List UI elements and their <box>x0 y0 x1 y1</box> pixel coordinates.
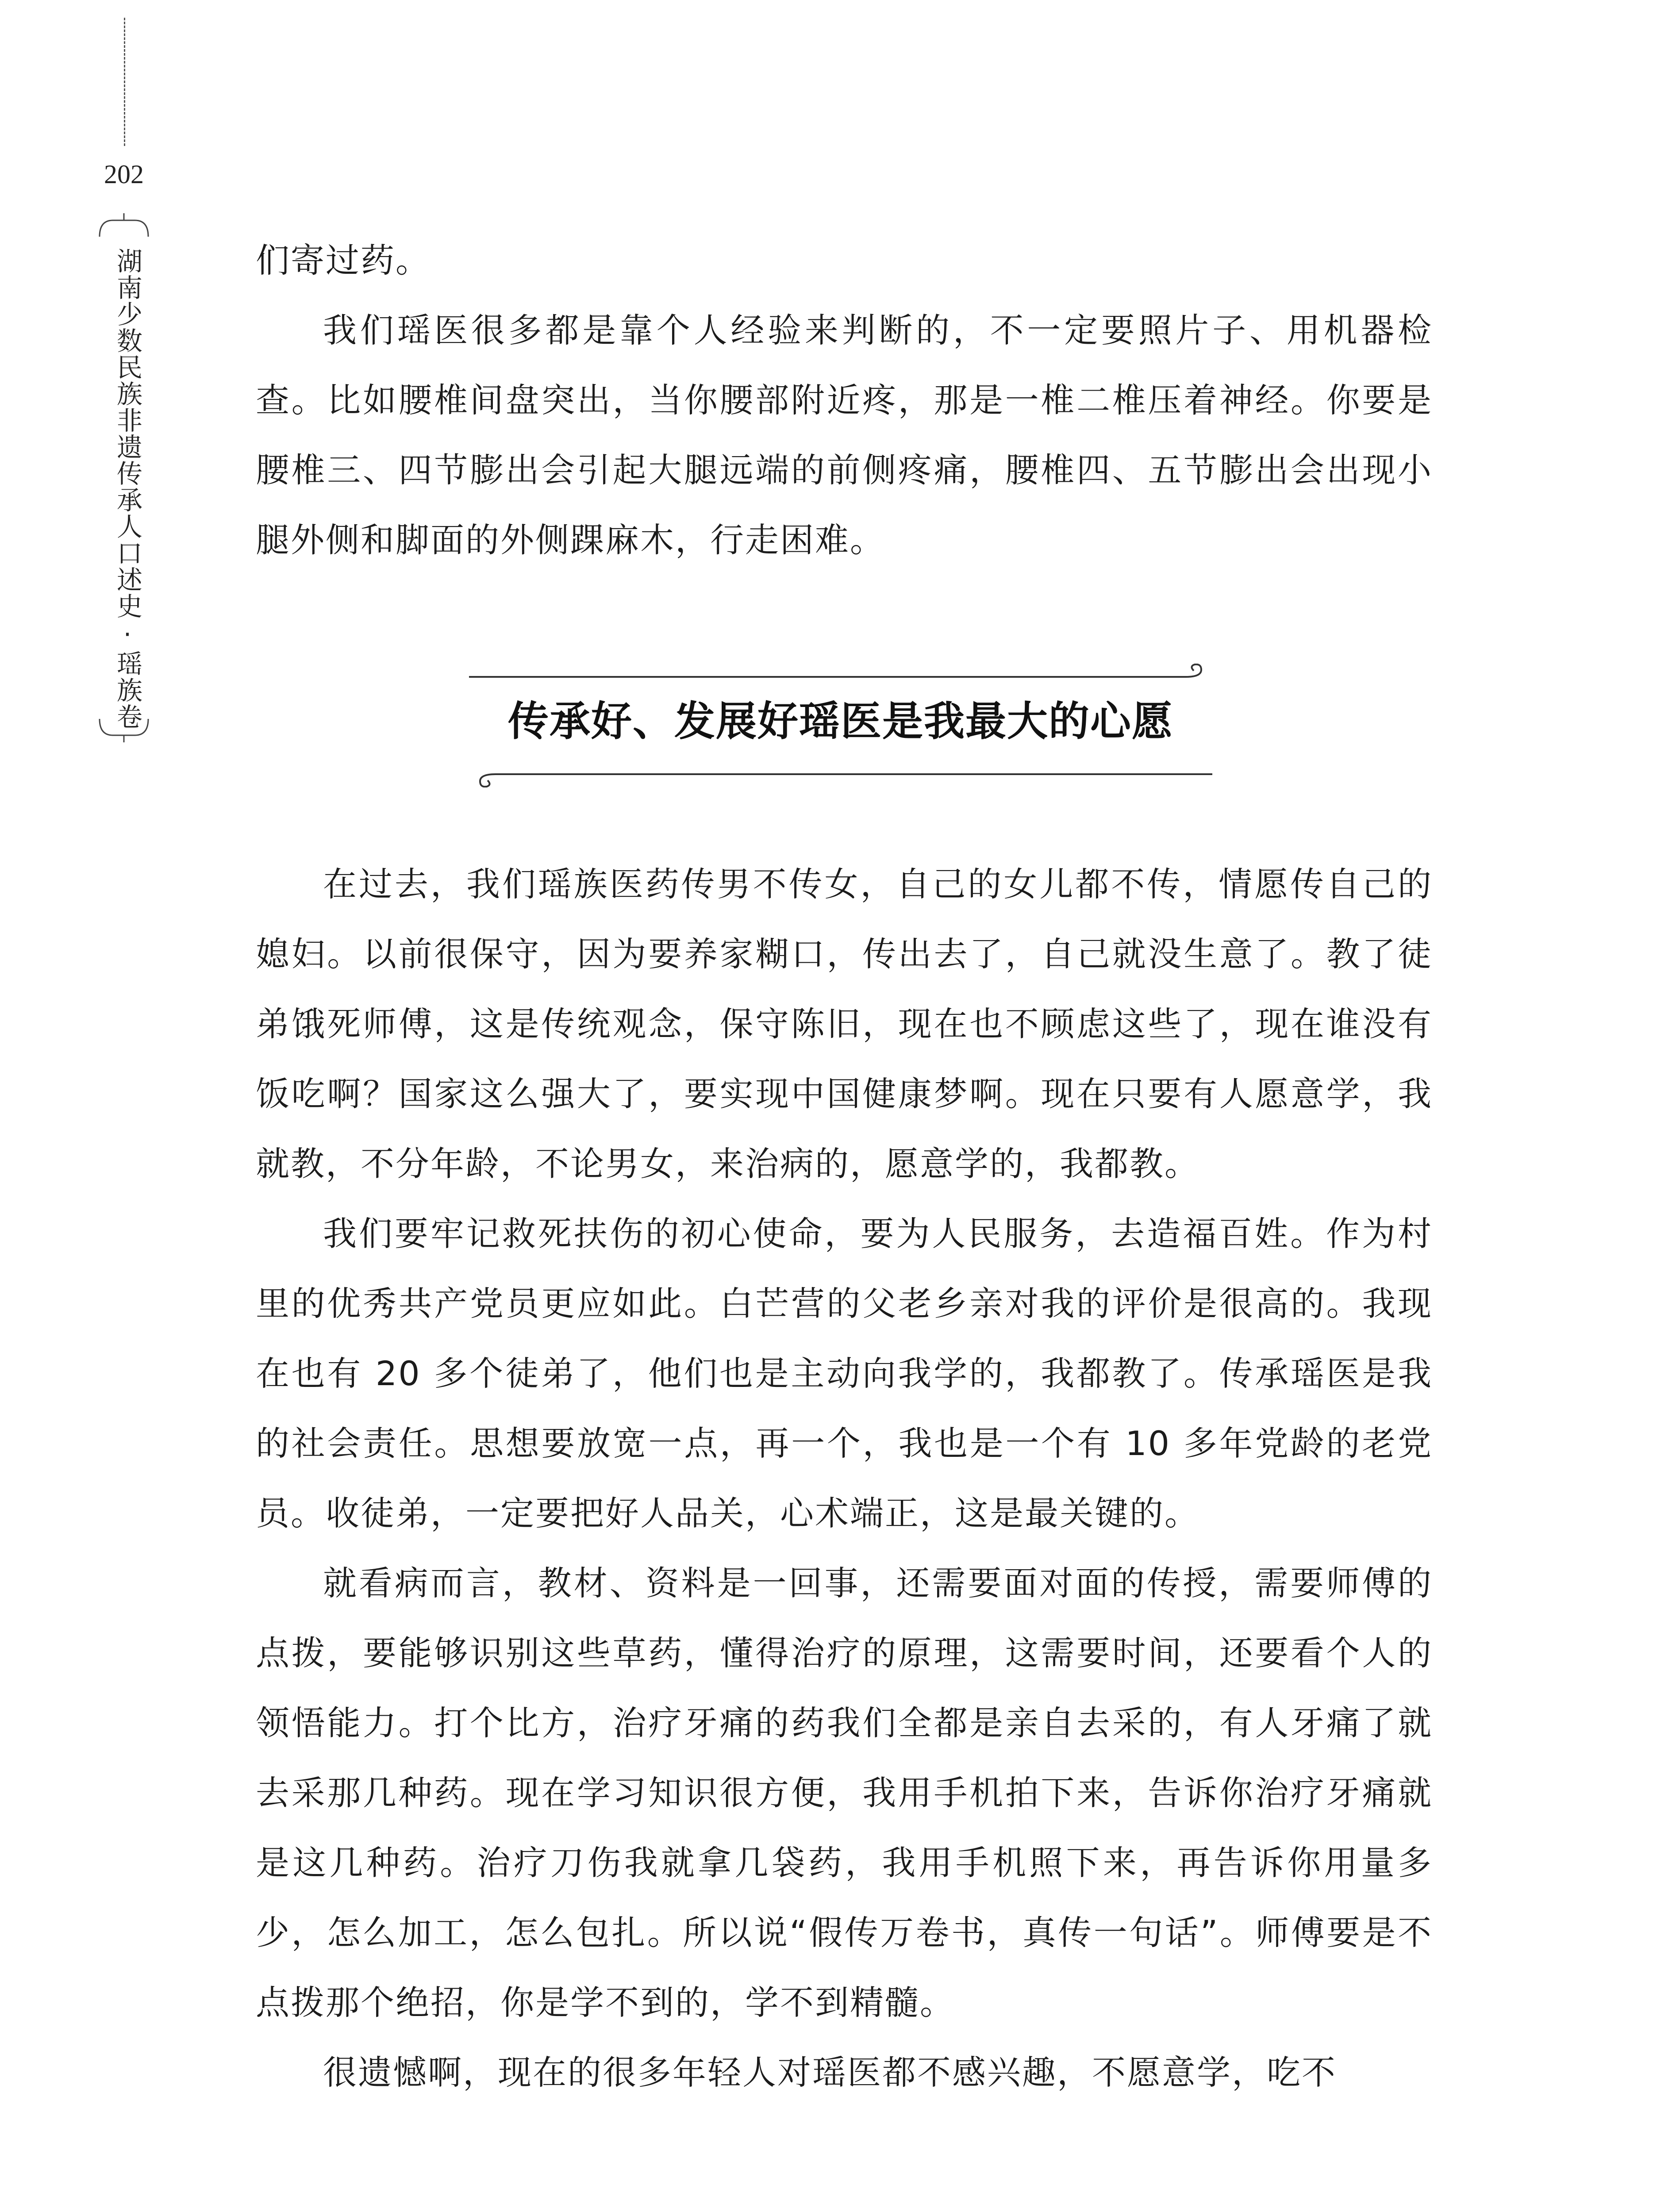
section-text-block <box>256 849 1433 2108</box>
paragraph: 我们要牢记救死扶伤的初心使命，要为人民服务，去造福百姓。作为村里的优秀共产党员更应如此。白芒营的父老乡亲对我的评价是很高的。我现在也有 20 多个徒弟了，他们也是主动向我学的，我都教了。传承瑶医是我的社会责任。思想要放宽一点，再一个，我也是一个有 10 多年党龄的老党员。收徒弟，一定要把好人品关，心术端正，这是最关键的。 <box>256 1214 1433 1533</box>
margin-dashed-rule <box>124 18 125 146</box>
top-text-block <box>256 226 1433 575</box>
series-title-top-bracket <box>95 212 153 239</box>
paragraph-continuation: 们寄过药。 <box>256 241 431 280</box>
paragraph: 就看病而言，教材、资料是一回事，还需要面对面的传授，需要师傅的点拨，要能够识别这些草药，懂得治疗的原理，这需要时间，还要看个人的领悟能力。打个比方，治疗牙痛的药我们全都是亲自去采的，有人牙痛了就去采那几种药。现在学习知识很方便，我用手机拍下来，告诉你治疗牙痛就是这几种药。治疗刀伤我就拿几袋药，我用手机照下来，再告诉你用量多少，怎么加工，怎么包扎。所以说“假传万卷书，真传一句话”。师傅要是不点拨那个绝招，你是学不到的，学不到精髓。 <box>256 1563 1433 2022</box>
page-number: 202 <box>104 160 144 189</box>
paragraph: 在过去，我们瑶族医药传男不传女，自己的女儿都不传，情愿传自己的媳妇。以前很保守，因为要养家糊口，传出去了，自己就没生意了。教了徒弟饿死师傅，这是传统观念，保守陈旧，现在也不顾虑这些了，现在谁没有饭吃啊？国家这么强大了，要实现中国健康梦啊。现在只要有人愿意学，我就教，不分年龄，不论男女，来治病的，愿意学的，我都教。 <box>256 864 1433 1183</box>
paragraph: 很遗憾啊，现在的很多年轻人对瑶医都不感兴趣，不愿意学，吃不 <box>323 2053 1337 2092</box>
section-heading: 传承好、发展好瑶医是我最大的心愿 <box>507 697 1173 745</box>
series-title-vertical: 湖南少数民族非遗传承人口述史·瑶族卷 <box>112 248 142 730</box>
paragraph: 我们瑶医很多都是靠个人经验来判断的，不一定要照片子、用机器检查。比如腰椎间盘突出，当你腰部附近疼，那是一椎二椎压着神经。你要是腰椎三、四节膨出会引起大腿远端的前侧疼痛，腰椎四、五节膨出会出现小腿外侧和脚面的外侧踝麻木，行走困难。 <box>256 311 1433 560</box>
series-title-bottom-bracket <box>95 717 153 743</box>
section-heading-block <box>469 664 1212 787</box>
